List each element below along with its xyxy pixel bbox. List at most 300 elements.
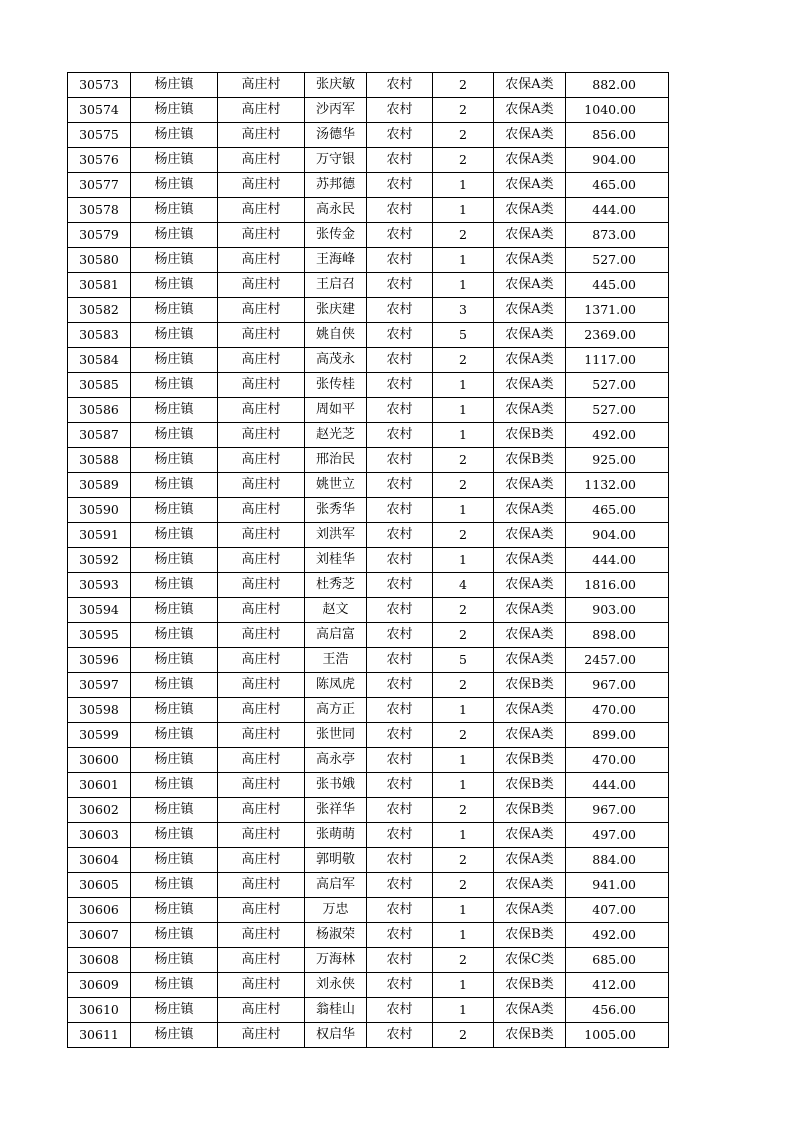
person-name-cell: 杜秀芝	[305, 573, 367, 598]
insurance-category-cell: 农保B类	[494, 773, 566, 798]
table-row	[68, 98, 669, 123]
table-row	[68, 673, 669, 698]
person-name-cell: 王浩	[305, 648, 367, 673]
record-id-cell: 30601	[68, 773, 131, 798]
person-name-cell: 刘永侠	[305, 973, 367, 998]
town-cell: 杨庄镇	[131, 723, 218, 748]
town-cell: 杨庄镇	[131, 573, 218, 598]
town-cell: 杨庄镇	[131, 498, 218, 523]
town-cell: 杨庄镇	[131, 73, 218, 98]
person-name-cell: 高方正	[305, 698, 367, 723]
village-cell: 高庄村	[218, 498, 305, 523]
table-row	[68, 773, 669, 798]
table-row	[68, 823, 669, 848]
village-cell: 高庄村	[218, 748, 305, 773]
person-name-cell: 周如平	[305, 398, 367, 423]
village-cell: 高庄村	[218, 223, 305, 248]
record-id-cell: 30597	[68, 673, 131, 698]
person-name-cell: 张祥华	[305, 798, 367, 823]
amount-cell: 445.00	[566, 273, 669, 298]
household-type-cell: 农村	[367, 848, 433, 873]
village-cell: 高庄村	[218, 848, 305, 873]
amount-cell: 2369.00	[566, 323, 669, 348]
household-type-cell: 农村	[367, 698, 433, 723]
village-cell: 高庄村	[218, 348, 305, 373]
amount-cell: 898.00	[566, 623, 669, 648]
person-name-cell: 苏邦德	[305, 173, 367, 198]
person-name-cell: 王启召	[305, 273, 367, 298]
village-cell: 高庄村	[218, 423, 305, 448]
amount-cell: 882.00	[566, 73, 669, 98]
amount-cell: 497.00	[566, 823, 669, 848]
insurance-category-cell: 农保A类	[494, 498, 566, 523]
town-cell: 杨庄镇	[131, 998, 218, 1023]
insurance-category-cell: 农保A类	[494, 148, 566, 173]
member-count-cell: 2	[433, 73, 494, 98]
town-cell: 杨庄镇	[131, 548, 218, 573]
record-id-cell: 30592	[68, 548, 131, 573]
insurance-category-cell: 农保A类	[494, 173, 566, 198]
insurance-category-cell: 农保A类	[494, 573, 566, 598]
member-count-cell: 1	[433, 373, 494, 398]
member-count-cell: 2	[433, 673, 494, 698]
record-id-cell: 30573	[68, 73, 131, 98]
amount-cell: 941.00	[566, 873, 669, 898]
person-name-cell: 沙丙军	[305, 98, 367, 123]
village-cell: 高庄村	[218, 148, 305, 173]
table-row	[68, 73, 669, 98]
amount-cell: 904.00	[566, 523, 669, 548]
record-id-cell: 30586	[68, 398, 131, 423]
amount-cell: 412.00	[566, 973, 669, 998]
insurance-category-cell: 农保B类	[494, 448, 566, 473]
member-count-cell: 1	[433, 423, 494, 448]
insurance-category-cell: 农保B类	[494, 673, 566, 698]
member-count-cell: 1	[433, 923, 494, 948]
member-count-cell: 2	[433, 948, 494, 973]
member-count-cell: 3	[433, 298, 494, 323]
table-row	[68, 573, 669, 598]
member-count-cell: 2	[433, 723, 494, 748]
town-cell: 杨庄镇	[131, 623, 218, 648]
town-cell: 杨庄镇	[131, 248, 218, 273]
household-type-cell: 农村	[367, 148, 433, 173]
village-cell: 高庄村	[218, 248, 305, 273]
member-count-cell: 2	[433, 348, 494, 373]
household-type-cell: 农村	[367, 748, 433, 773]
member-count-cell: 1	[433, 173, 494, 198]
amount-cell: 1132.00	[566, 473, 669, 498]
person-name-cell: 张萌萌	[305, 823, 367, 848]
record-id-cell: 30595	[68, 623, 131, 648]
insurance-category-cell: 农保A类	[494, 623, 566, 648]
table-row	[68, 973, 669, 998]
village-cell: 高庄村	[218, 648, 305, 673]
household-type-cell: 农村	[367, 448, 433, 473]
village-cell: 高庄村	[218, 773, 305, 798]
member-count-cell: 1	[433, 548, 494, 573]
table-row	[68, 298, 669, 323]
table-row	[68, 123, 669, 148]
table-row	[68, 748, 669, 773]
insurance-category-cell: 农保A类	[494, 598, 566, 623]
insurance-category-cell: 农保A类	[494, 848, 566, 873]
amount-cell: 967.00	[566, 673, 669, 698]
table-row	[68, 448, 669, 473]
person-name-cell: 陈凤虎	[305, 673, 367, 698]
insurance-category-cell: 农保B类	[494, 1023, 566, 1048]
household-type-cell: 农村	[367, 398, 433, 423]
household-type-cell: 农村	[367, 348, 433, 373]
record-id-cell: 30607	[68, 923, 131, 948]
record-id-cell: 30606	[68, 898, 131, 923]
member-count-cell: 1	[433, 998, 494, 1023]
person-name-cell: 赵光芝	[305, 423, 367, 448]
household-type-cell: 农村	[367, 673, 433, 698]
household-type-cell: 农村	[367, 223, 433, 248]
insurance-category-cell: 农保B类	[494, 798, 566, 823]
member-count-cell: 2	[433, 123, 494, 148]
record-id-cell: 30600	[68, 748, 131, 773]
village-cell: 高庄村	[218, 273, 305, 298]
record-id-cell: 30578	[68, 198, 131, 223]
record-id-cell: 30584	[68, 348, 131, 373]
member-count-cell: 2	[433, 523, 494, 548]
household-type-cell: 农村	[367, 598, 433, 623]
person-name-cell: 权启华	[305, 1023, 367, 1048]
village-cell: 高庄村	[218, 898, 305, 923]
amount-cell: 1040.00	[566, 98, 669, 123]
record-id-cell: 30610	[68, 998, 131, 1023]
village-cell: 高庄村	[218, 398, 305, 423]
record-id-cell: 30599	[68, 723, 131, 748]
town-cell: 杨庄镇	[131, 798, 218, 823]
table-row	[68, 248, 669, 273]
insurance-category-cell: 农保A类	[494, 473, 566, 498]
member-count-cell: 1	[433, 898, 494, 923]
amount-cell: 2457.00	[566, 648, 669, 673]
town-cell: 杨庄镇	[131, 448, 218, 473]
person-name-cell: 汤德华	[305, 123, 367, 148]
village-cell: 高庄村	[218, 598, 305, 623]
insurance-category-cell: 农保A类	[494, 98, 566, 123]
person-name-cell: 万守银	[305, 148, 367, 173]
person-name-cell: 张庆敏	[305, 73, 367, 98]
village-cell: 高庄村	[218, 623, 305, 648]
member-count-cell: 1	[433, 773, 494, 798]
household-type-cell: 农村	[367, 498, 433, 523]
record-id-cell: 30596	[68, 648, 131, 673]
member-count-cell: 4	[433, 573, 494, 598]
person-name-cell: 翁桂山	[305, 998, 367, 1023]
insurance-category-cell: 农保A类	[494, 348, 566, 373]
table-row	[68, 398, 669, 423]
amount-cell: 444.00	[566, 548, 669, 573]
person-name-cell: 刘桂华	[305, 548, 367, 573]
town-cell: 杨庄镇	[131, 348, 218, 373]
record-id-cell: 30608	[68, 948, 131, 973]
record-id-cell: 30591	[68, 523, 131, 548]
village-cell: 高庄村	[218, 923, 305, 948]
member-count-cell: 1	[433, 273, 494, 298]
record-id-cell: 30605	[68, 873, 131, 898]
village-cell: 高庄村	[218, 373, 305, 398]
table-body	[68, 73, 669, 1048]
table-row	[68, 798, 669, 823]
town-cell: 杨庄镇	[131, 823, 218, 848]
village-cell: 高庄村	[218, 723, 305, 748]
member-count-cell: 1	[433, 698, 494, 723]
household-type-cell: 农村	[367, 948, 433, 973]
town-cell: 杨庄镇	[131, 173, 218, 198]
insurance-category-cell: 农保C类	[494, 948, 566, 973]
table-row	[68, 923, 669, 948]
table-row	[68, 648, 669, 673]
member-count-cell: 2	[433, 98, 494, 123]
person-name-cell: 高启富	[305, 623, 367, 648]
village-cell: 高庄村	[218, 823, 305, 848]
insurance-category-cell: 农保A类	[494, 298, 566, 323]
table-row	[68, 623, 669, 648]
record-id-cell: 30574	[68, 98, 131, 123]
insurance-category-cell: 农保A类	[494, 998, 566, 1023]
table-row	[68, 473, 669, 498]
member-count-cell: 2	[433, 623, 494, 648]
person-name-cell: 张书娥	[305, 773, 367, 798]
member-count-cell: 2	[433, 148, 494, 173]
insurance-category-cell: 农保A类	[494, 223, 566, 248]
table-row	[68, 1023, 669, 1048]
household-type-cell: 农村	[367, 873, 433, 898]
household-type-cell: 农村	[367, 523, 433, 548]
town-cell: 杨庄镇	[131, 198, 218, 223]
town-cell: 杨庄镇	[131, 148, 218, 173]
household-type-cell: 农村	[367, 548, 433, 573]
town-cell: 杨庄镇	[131, 423, 218, 448]
person-name-cell: 万海林	[305, 948, 367, 973]
member-count-cell: 1	[433, 248, 494, 273]
village-cell: 高庄村	[218, 673, 305, 698]
record-id-cell: 30579	[68, 223, 131, 248]
member-count-cell: 5	[433, 323, 494, 348]
village-cell: 高庄村	[218, 198, 305, 223]
amount-cell: 1117.00	[566, 348, 669, 373]
household-type-cell: 农村	[367, 973, 433, 998]
household-type-cell: 农村	[367, 298, 433, 323]
insurance-category-cell: 农保A类	[494, 398, 566, 423]
member-count-cell: 2	[433, 798, 494, 823]
amount-cell: 1371.00	[566, 298, 669, 323]
town-cell: 杨庄镇	[131, 323, 218, 348]
table-row	[68, 948, 669, 973]
household-type-cell: 农村	[367, 373, 433, 398]
member-count-cell: 1	[433, 198, 494, 223]
person-name-cell: 高永亭	[305, 748, 367, 773]
amount-cell: 527.00	[566, 398, 669, 423]
member-count-cell: 2	[433, 598, 494, 623]
record-id-cell: 30594	[68, 598, 131, 623]
household-type-cell: 农村	[367, 273, 433, 298]
record-id-cell: 30575	[68, 123, 131, 148]
insurance-category-cell: 农保A类	[494, 898, 566, 923]
amount-cell: 904.00	[566, 148, 669, 173]
town-cell: 杨庄镇	[131, 223, 218, 248]
household-type-cell: 农村	[367, 423, 433, 448]
town-cell: 杨庄镇	[131, 1023, 218, 1048]
town-cell: 杨庄镇	[131, 523, 218, 548]
person-name-cell: 王海峰	[305, 248, 367, 273]
insurance-category-cell: 农保A类	[494, 273, 566, 298]
household-type-cell: 农村	[367, 473, 433, 498]
member-count-cell: 1	[433, 498, 494, 523]
amount-cell: 903.00	[566, 598, 669, 623]
village-cell: 高庄村	[218, 323, 305, 348]
insurance-category-cell: 农保A类	[494, 698, 566, 723]
record-id-cell: 30609	[68, 973, 131, 998]
town-cell: 杨庄镇	[131, 298, 218, 323]
person-name-cell: 杨淑荣	[305, 923, 367, 948]
household-type-cell: 农村	[367, 923, 433, 948]
insurance-category-cell: 农保A类	[494, 523, 566, 548]
insurance-category-cell: 农保B类	[494, 923, 566, 948]
amount-cell: 925.00	[566, 448, 669, 473]
amount-cell: 492.00	[566, 423, 669, 448]
person-name-cell: 张世同	[305, 723, 367, 748]
amount-cell: 527.00	[566, 373, 669, 398]
village-cell: 高庄村	[218, 523, 305, 548]
amount-cell: 856.00	[566, 123, 669, 148]
record-id-cell: 30590	[68, 498, 131, 523]
village-cell: 高庄村	[218, 998, 305, 1023]
amount-cell: 899.00	[566, 723, 669, 748]
town-cell: 杨庄镇	[131, 948, 218, 973]
record-id-cell: 30611	[68, 1023, 131, 1048]
town-cell: 杨庄镇	[131, 773, 218, 798]
record-id-cell: 30582	[68, 298, 131, 323]
household-type-cell: 农村	[367, 98, 433, 123]
table-row	[68, 273, 669, 298]
village-cell: 高庄村	[218, 798, 305, 823]
insurance-category-cell: 农保A类	[494, 873, 566, 898]
member-count-cell: 1	[433, 823, 494, 848]
town-cell: 杨庄镇	[131, 648, 218, 673]
village-cell: 高庄村	[218, 298, 305, 323]
record-id-cell: 30598	[68, 698, 131, 723]
person-name-cell: 高启军	[305, 873, 367, 898]
household-type-cell: 农村	[367, 823, 433, 848]
person-name-cell: 张庆建	[305, 298, 367, 323]
insurance-category-cell: 农保A类	[494, 723, 566, 748]
table-row	[68, 848, 669, 873]
village-cell: 高庄村	[218, 548, 305, 573]
person-name-cell: 高永民	[305, 198, 367, 223]
record-id-cell: 30583	[68, 323, 131, 348]
record-id-cell: 30577	[68, 173, 131, 198]
amount-cell: 444.00	[566, 198, 669, 223]
person-name-cell: 张传金	[305, 223, 367, 248]
amount-cell: 873.00	[566, 223, 669, 248]
household-type-cell: 农村	[367, 573, 433, 598]
member-count-cell: 1	[433, 973, 494, 998]
amount-cell: 465.00	[566, 498, 669, 523]
table-row	[68, 173, 669, 198]
town-cell: 杨庄镇	[131, 473, 218, 498]
table-row	[68, 723, 669, 748]
village-cell: 高庄村	[218, 873, 305, 898]
insurance-category-cell: 农保A类	[494, 823, 566, 848]
town-cell: 杨庄镇	[131, 973, 218, 998]
insurance-category-cell: 农保A类	[494, 73, 566, 98]
record-id-cell: 30587	[68, 423, 131, 448]
town-cell: 杨庄镇	[131, 598, 218, 623]
town-cell: 杨庄镇	[131, 898, 218, 923]
insurance-category-cell: 农保B类	[494, 973, 566, 998]
amount-cell: 685.00	[566, 948, 669, 973]
person-name-cell: 万忠	[305, 898, 367, 923]
person-name-cell: 姚世立	[305, 473, 367, 498]
amount-cell: 492.00	[566, 923, 669, 948]
member-count-cell: 2	[433, 223, 494, 248]
insurance-category-cell: 农保A类	[494, 248, 566, 273]
record-id-cell: 30585	[68, 373, 131, 398]
insurance-category-cell: 农保A类	[494, 198, 566, 223]
town-cell: 杨庄镇	[131, 748, 218, 773]
table-row	[68, 423, 669, 448]
person-name-cell: 刘洪军	[305, 523, 367, 548]
village-cell: 高庄村	[218, 448, 305, 473]
village-cell: 高庄村	[218, 473, 305, 498]
table-row	[68, 998, 669, 1023]
insurance-category-cell: 农保A类	[494, 323, 566, 348]
person-name-cell: 邢治民	[305, 448, 367, 473]
town-cell: 杨庄镇	[131, 398, 218, 423]
table-row	[68, 873, 669, 898]
record-id-cell: 30593	[68, 573, 131, 598]
person-name-cell: 赵文	[305, 598, 367, 623]
town-cell: 杨庄镇	[131, 373, 218, 398]
village-cell: 高庄村	[218, 948, 305, 973]
town-cell: 杨庄镇	[131, 873, 218, 898]
amount-cell: 967.00	[566, 798, 669, 823]
household-type-cell: 农村	[367, 123, 433, 148]
village-cell: 高庄村	[218, 98, 305, 123]
village-cell: 高庄村	[218, 123, 305, 148]
table-row	[68, 898, 669, 923]
town-cell: 杨庄镇	[131, 123, 218, 148]
town-cell: 杨庄镇	[131, 848, 218, 873]
table-row	[68, 373, 669, 398]
member-count-cell: 2	[433, 473, 494, 498]
person-name-cell: 张传桂	[305, 373, 367, 398]
record-id-cell: 30589	[68, 473, 131, 498]
record-id-cell: 30603	[68, 823, 131, 848]
village-cell: 高庄村	[218, 973, 305, 998]
record-id-cell: 30576	[68, 148, 131, 173]
amount-cell: 1005.00	[566, 1023, 669, 1048]
table-row	[68, 698, 669, 723]
amount-cell: 527.00	[566, 248, 669, 273]
table-row	[68, 598, 669, 623]
household-type-cell: 农村	[367, 73, 433, 98]
household-type-cell: 农村	[367, 173, 433, 198]
household-type-cell: 农村	[367, 323, 433, 348]
insurance-category-cell: 农保A类	[494, 123, 566, 148]
member-count-cell: 2	[433, 873, 494, 898]
record-id-cell: 30604	[68, 848, 131, 873]
village-cell: 高庄村	[218, 698, 305, 723]
record-id-cell: 30602	[68, 798, 131, 823]
member-count-cell: 2	[433, 448, 494, 473]
